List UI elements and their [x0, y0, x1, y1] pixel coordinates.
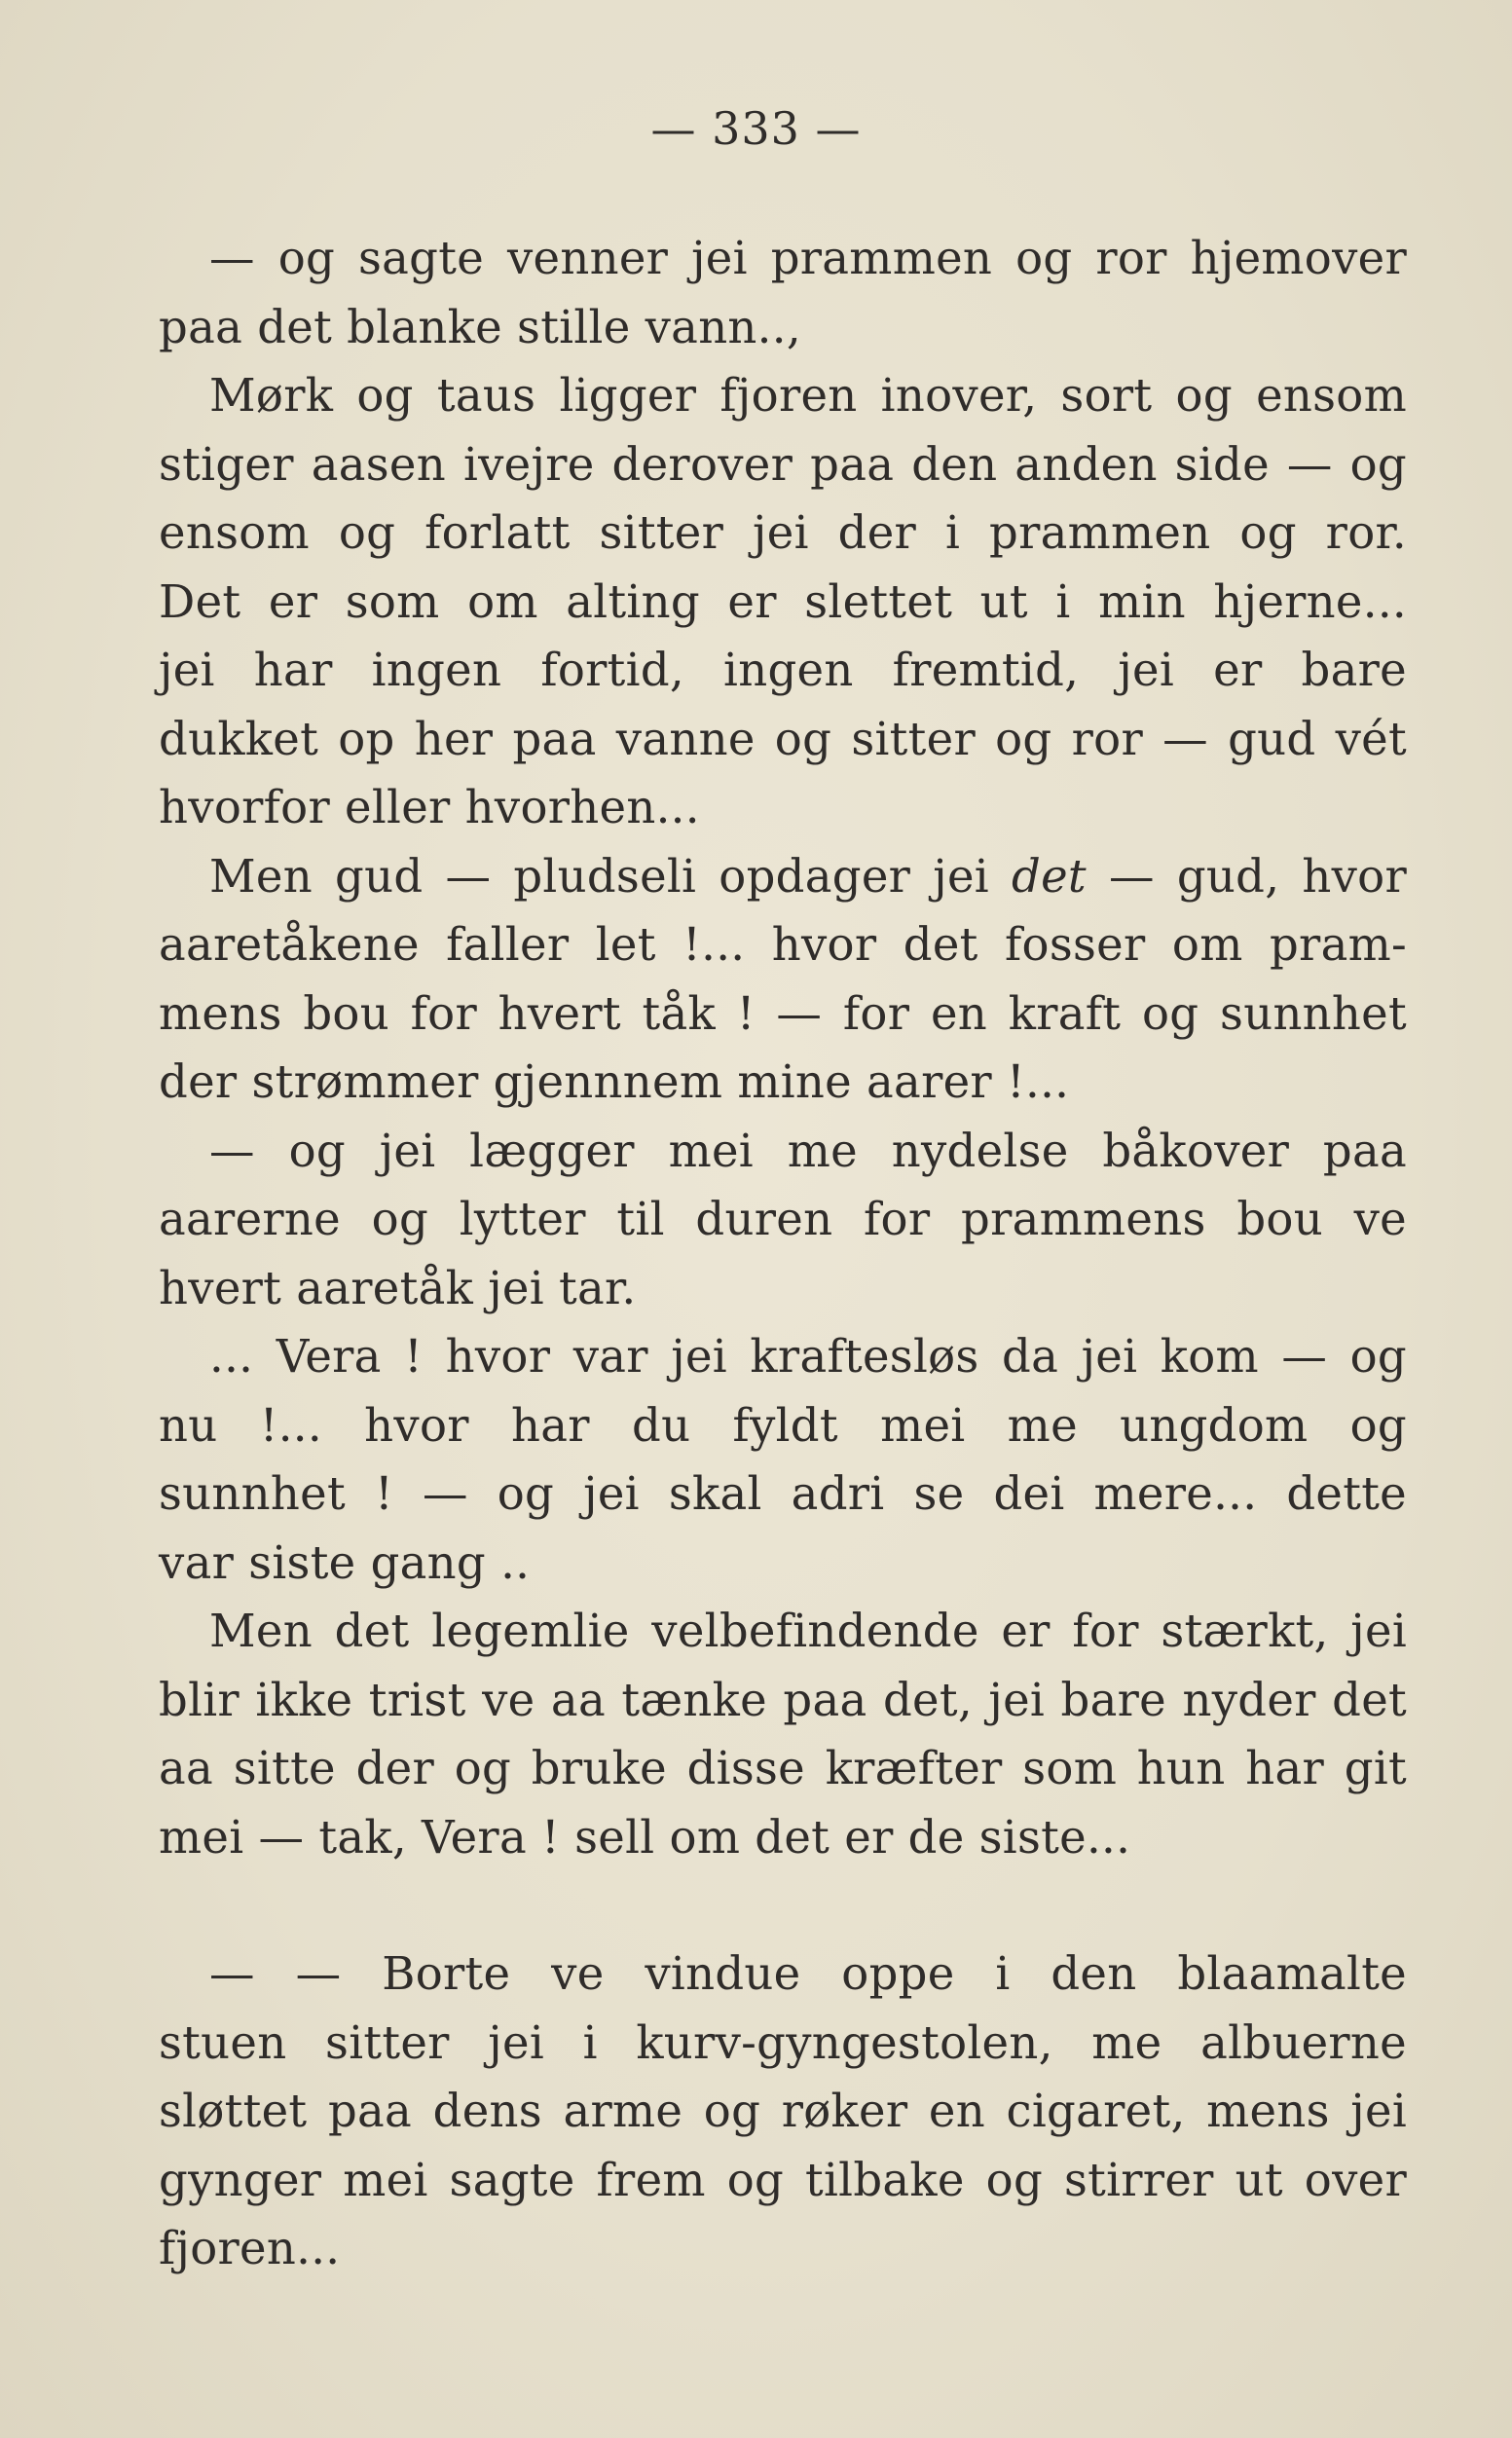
text-line: hvert aaretåk jei tar. — [159, 1261, 637, 1314]
text-line: fjoren... — [159, 2222, 341, 2274]
text-line: stuen sitter jei i kurv-gyngestolen, me albuerne — [159, 2015, 1407, 2069]
text-line: ensom og forlatt sitter jei der i prammen og ror. — [159, 506, 1407, 559]
text-line: paa det blanke stille vann.., — [159, 300, 801, 353]
body-text — [159, 224, 1407, 2283]
text-line: ... Vera ! hvor var jei kraftesløs da jei kom — og — [209, 1330, 1407, 1383]
text-line: aa sitte der og bruke disse kræfter som hun har git — [159, 1742, 1407, 1794]
text-line: hvorfor eller hvorhen... — [159, 781, 700, 833]
text-line: aaretåkene faller let !... hvor det fosser om pram- — [159, 918, 1407, 971]
text-line: sunnhet ! — og jei skal adri se dei mere... dette — [159, 1467, 1407, 1520]
text-line: — og jei lægger mei me nydelse båkover paa — [209, 1124, 1407, 1177]
text-line: der strømmer gjennnem mine aarer !... — [159, 1055, 1070, 1108]
text-line: dukket op her paa vanne og sitter og ror — gud vét — [159, 712, 1407, 765]
text-line: nu !... hvor har du fyldt mei me ungdom og — [159, 1398, 1407, 1452]
text-line: jei har ingen fortid, ingen fremtid, jei er bare — [159, 644, 1407, 696]
text-line: Det er som om alting er slettet ut i min hjerne... — [159, 574, 1407, 628]
text-line: var siste gang .. — [159, 1535, 531, 1589]
text-line: — — Borte ve vindue oppe i den blaamalte — [209, 1947, 1407, 2000]
text-line: — og sagte venner jei prammen og ror hjemover — [209, 232, 1407, 284]
page-number: — 333 — — [650, 102, 862, 155]
text-line: Mørk og taus ligger fjoren inover, sort og ensom — [209, 369, 1407, 422]
text-line: mens bou for hvert tåk ! — for en kraft og sunnhet — [159, 986, 1407, 1040]
text-line: Men det legemlie velbefindende er for stærkt, jei — [209, 1605, 1407, 1657]
section-gap — [159, 1871, 1407, 1939]
emphasized-word: det — [1012, 849, 1087, 903]
text-line: mei — tak, Vera ! sell om det er de siste... — [159, 1810, 1131, 1864]
text-line: Men gud — pludseli opdager jei det — gud, hvor — [209, 849, 1407, 903]
text-line: blir ikke trist ve aa tænke paa det, jei bare nyder det — [159, 1673, 1407, 1726]
text-line: aarerne og lytter til duren for prammens bou ve — [159, 1193, 1407, 1245]
text-line: stiger aasen ivejre derover paa den anden side — og — [159, 437, 1407, 491]
text-line: sløttet paa dens arme og røker en cigaret, mens jei — [159, 2085, 1407, 2137]
text-line: gynger mei sagte frem og tilbake og stirrer ut over — [159, 2153, 1407, 2206]
